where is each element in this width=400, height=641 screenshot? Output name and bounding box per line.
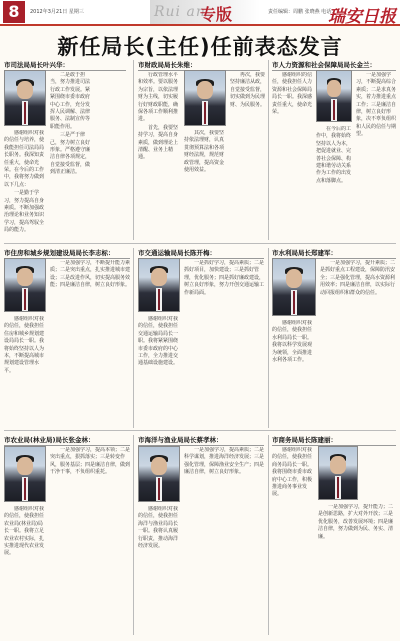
page-headline: 新任局长(主任)任前表态发言 xyxy=(57,35,343,59)
paragraph: 感谢组织对我的信任，使我担任农业局(林业局)局长一职。我将立足农业农村实际，扎实推进现代农业发展。 xyxy=(4,506,45,557)
section-name: 专版 xyxy=(200,5,233,24)
column-divider xyxy=(268,248,269,428)
official-photo xyxy=(184,70,226,126)
newspaper-name: 瑞安日报 xyxy=(328,7,396,27)
article-body xyxy=(4,316,46,428)
column-divider xyxy=(133,248,134,428)
paragraph: 在今后的工作中，我将始终坚持以人为本，把促进就业、完善社会保障、构建和谐劳动关系作为工作的出发点和落脚点。 xyxy=(316,126,352,184)
page-number: 8 xyxy=(3,1,25,23)
official-photo xyxy=(316,70,352,122)
paragraph: 感谢组织的信任，使我担任人力资源和社会保障局局长一职。我深感责任重大，使命光荣。 xyxy=(272,72,312,116)
paragraph: 行政管理水平和效率。要以服务为宗旨，以依法理财为主线，切实履行好财政职能，确保各项工作顺利推进。 xyxy=(138,72,179,123)
paragraph: 感谢组织对我的信任与培养，使我能担任司法局局长职务。我深知责任重大，使命光荣。在今后的工作中，我将努力做到以下几点： xyxy=(4,130,45,188)
article-body xyxy=(184,260,266,428)
article-body xyxy=(230,72,266,242)
article-body xyxy=(316,126,352,242)
article-title: 市水利局局长郑建军： xyxy=(272,248,396,259)
article-title: 市农业局(林业局)局长张金林： xyxy=(4,435,130,446)
article-body xyxy=(138,72,180,242)
article-body xyxy=(4,506,46,636)
paragraph: 一是勤于学习，努力提高自身素质。不断加强政治理论和业务知识学习，提高驾驭全局的能力。 xyxy=(4,190,45,234)
paragraph: 一是加强学习，提升能力；二是创新思路，扩大对外开放；三是优化服务，改善发展环境；四是廉洁自律，努力做到为民、务实、清廉。 xyxy=(318,504,394,540)
paragraph: 感谢组织对我的信任，使我担任海洋与渔业局局长一职。我将认真履行职责，推动海洋经济发展。 xyxy=(138,506,179,550)
paragraph: 一是抓好学习，提高素质；二是抓好项目，加快建设；三是抓好管理，优化服务；四是抓好廉政建设，树立良好形象，努力开创交通运输工作新局面。 xyxy=(184,260,265,296)
article-body xyxy=(50,447,130,636)
paragraph: 一是加强学习，提高素质；二是科学谋划，推进海洋经济发展；三是强化管理，保障渔业安全生产；四是廉洁自律，树立良好形象。 xyxy=(184,447,265,476)
paragraph: 其次，我要坚持依法理财，认真贯彻预算法和各项财经法规，规范财政管理，提高资金使用效益。 xyxy=(184,130,225,174)
article-title: 市住房和城乡规划建设局局长李志标： xyxy=(4,248,130,259)
paragraph: 一是加强学习，不断提升能力素质；二是突出重点，扎实推进城市建设；三是改进作风，切实提高服务效能；四是廉洁自律，树立良好形象。 xyxy=(50,260,130,289)
article-body xyxy=(4,130,46,242)
paragraph: 首先，我要坚持学习，提高自身素质，做到理论上清醒、业务上精通。 xyxy=(138,124,179,161)
article-title: 市海洋与渔业局局长蔡孝林： xyxy=(138,435,264,446)
official-photo xyxy=(318,446,358,500)
official-photo xyxy=(4,446,46,502)
article-body xyxy=(272,320,316,428)
article-body xyxy=(184,130,226,242)
paragraph: 一是加强学习，提高本领；二是突出重点，狠抓落实；三是转变作风，服务基层；四是廉洁自律，做到干净干事，不负组织重托。 xyxy=(50,447,130,476)
article-body xyxy=(320,260,396,428)
row-divider xyxy=(4,243,396,244)
article-body xyxy=(318,504,396,636)
masthead xyxy=(0,0,400,26)
article-title: 市商务局局长陈建丽： xyxy=(272,435,396,446)
article-title: 市交通运输局局长陈开梅： xyxy=(138,248,264,259)
paragraph: 一是加强学习，不断提高综合素质；二是求真务实，着力推进重点工作；三是廉洁自律，树立良好形象，决不辜负组织和人民的信任与期望。 xyxy=(356,72,396,138)
section-logo xyxy=(150,0,260,24)
paragraph: 二是敢于担当，努力推进司法行政工作发展。紧紧围绕市委市政府中心工作，充分发挥人民调解、法律服务、法制宣传等职能作用。 xyxy=(50,72,91,130)
article-title: 市人力资源和社会保障局局长金兰： xyxy=(272,60,396,71)
column-divider xyxy=(133,435,134,635)
paragraph: 感谢组织对我的信任，使我担任交通运输局局长一职。我将紧紧围绕市委市政府的中心工作，全力推进交通基础设施建设。 xyxy=(138,316,179,367)
article-body xyxy=(184,447,266,636)
paragraph: 感谢组织对我的信任，使我担任水利局局长一职。我将以科学发展观为统领，全面推进水利各项工作。 xyxy=(272,320,313,364)
article-body xyxy=(272,72,312,242)
paragraph: 感谢组织对我的信任，使我担任住房和城乡规划建设局局长一职。我将始终坚持以人为本，不断提高城市规划建设管理水平。 xyxy=(4,316,45,374)
paragraph: 再次，我要坚持廉洁从政，自觉接受监督，切实做到为民理财、为民服务。 xyxy=(230,72,266,108)
article-body xyxy=(272,447,314,636)
paragraph: 一是加强学习，提升素质；二是抓好重点工程建设，保障防汛安全；三是强化管理，提高水资源利用效率；四是廉洁自律，以实际行动回报组织和群众的信任。 xyxy=(320,260,396,296)
editor-info: 责任编辑：周鹏 张晓燕 电话： xyxy=(268,9,337,15)
article-title: 市财政局局长朱维： xyxy=(138,60,260,71)
article-body xyxy=(356,72,396,242)
article-title: 市司法局局长叶兴华： xyxy=(4,60,126,71)
official-photo xyxy=(138,258,180,312)
paragraph: 感谢组织对我的信任，使我担任商务局局长一职。我将围绕市委市政府中心工作，积极推进商务事业发展。 xyxy=(272,447,313,498)
column-divider xyxy=(268,435,269,635)
article-body xyxy=(138,506,180,636)
column-divider xyxy=(133,60,134,240)
row-divider xyxy=(4,430,396,431)
paragraph: 三是严于律己，努力树立良好形象。严格遵守廉洁自律各项规定，自觉接受监督，做到清正廉洁。 xyxy=(50,132,91,176)
official-photo xyxy=(138,446,180,502)
logo-latin-text: Rui an xyxy=(154,4,206,20)
official-photo xyxy=(4,70,46,126)
column-divider xyxy=(268,60,269,240)
article-body xyxy=(50,72,92,242)
official-photo xyxy=(4,258,46,312)
official-photo xyxy=(272,258,316,316)
issue-date: 2012年3月21日 星期三 xyxy=(30,9,84,15)
article-body xyxy=(50,260,130,428)
article-body xyxy=(138,316,180,428)
